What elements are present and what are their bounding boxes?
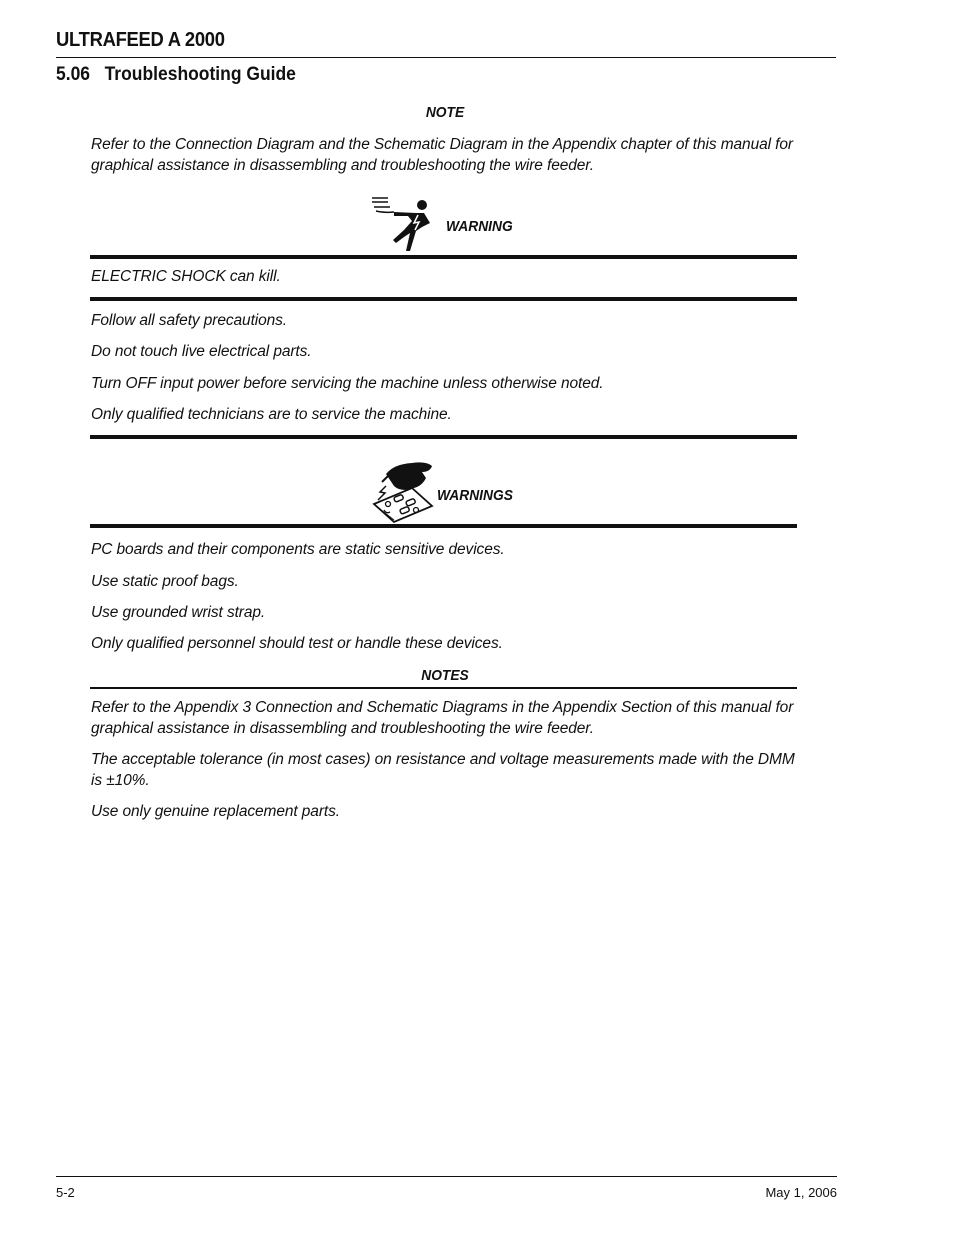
- shock-item: Follow all safety precautions.: [91, 312, 288, 329]
- static-item: PC boards and their components are static sensitive devices.: [91, 541, 505, 558]
- page-number: 5-2: [56, 1185, 75, 1200]
- shock-item: Turn OFF input power before servicing the machine unless otherwise noted.: [91, 375, 604, 392]
- notes-item: Use only genuine replacement parts.: [91, 803, 340, 820]
- shock-headline: ELECTRIC SHOCK can kill.: [91, 268, 281, 285]
- static-item: Only qualified personnel should test or handle these devices.: [91, 635, 503, 652]
- section-title: 5.06 Troubleshooting Guide: [56, 64, 296, 85]
- static-sensitive-pc-board-icon: [372, 460, 434, 524]
- shock-item: Do not touch live electrical parts.: [91, 343, 312, 360]
- shock-item: Only qualified technicians are to service the machine.: [91, 406, 452, 423]
- header-divider: [56, 57, 836, 58]
- notes-label: NOTES: [421, 667, 469, 684]
- static-item: Use static proof bags.: [91, 573, 239, 590]
- document-title: ULTRAFEED A 2000: [56, 29, 225, 51]
- warning-mid-rule: [90, 297, 797, 301]
- warnings-rule: [90, 524, 797, 528]
- warning-bottom-rule: [90, 435, 797, 439]
- footer-date: May 1, 2006: [765, 1185, 837, 1200]
- notes-rule: [90, 687, 797, 689]
- notes-item: The acceptable tolerance (in most cases) on resistance and voltage measurements made with the DMM is ±10%.: [91, 751, 795, 789]
- warning-label: WARNING: [446, 218, 513, 235]
- static-item: Use grounded wrist strap.: [91, 604, 266, 621]
- note-text: Refer to the Connection Diagram and the Schematic Diagram in the Appendix chapter of this manual for graphical assistance in disassembling and troubleshooting the wire feeder.: [91, 136, 793, 174]
- electric-shock-icon: [364, 193, 440, 255]
- note-label: NOTE: [425, 104, 465, 121]
- notes-item: Refer to the Appendix 3 Connection and Schematic Diagrams in the Appendix Section of this manual for graphical assistance in disassembling and troubleshooting the wire feeder.: [91, 699, 794, 737]
- warnings-label: WARNINGS: [437, 487, 513, 504]
- warning-top-rule: [90, 255, 797, 259]
- footer-divider: [56, 1176, 837, 1177]
